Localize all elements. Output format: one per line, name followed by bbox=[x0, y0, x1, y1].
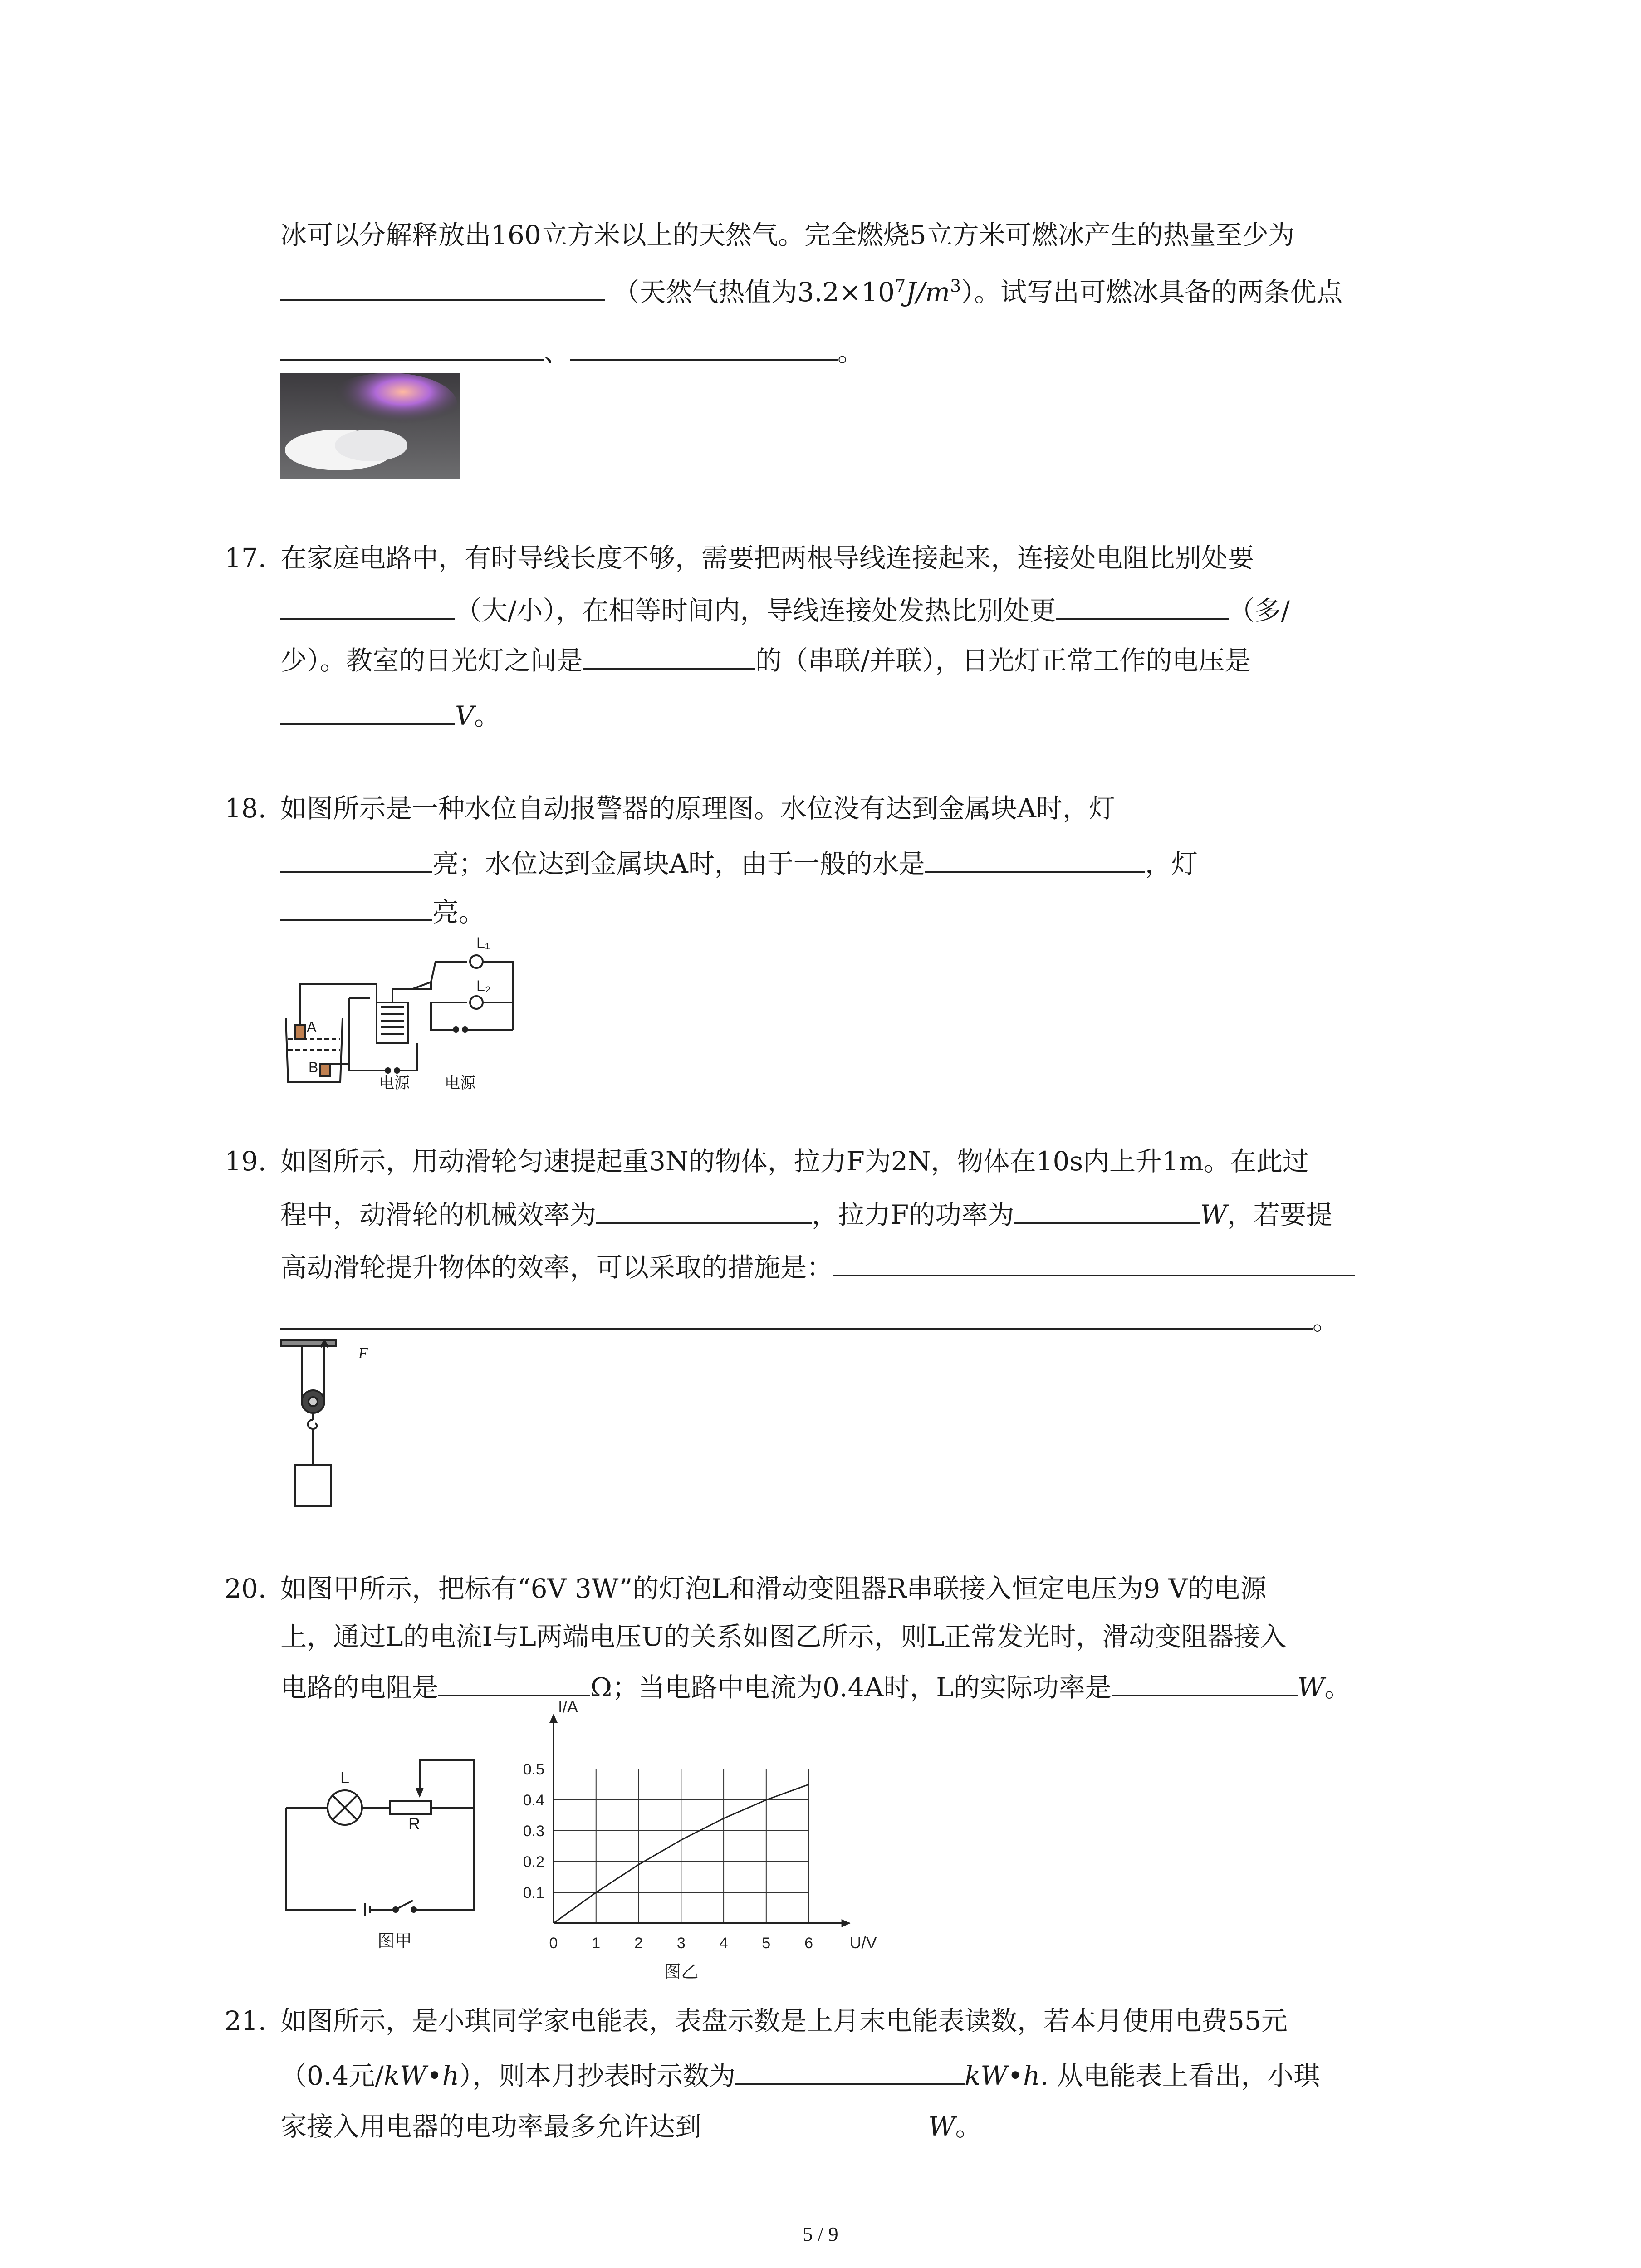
page-number: 5 / 9 bbox=[803, 2223, 838, 2245]
q18-line1: 如图所示是一种水位自动报警器的原理图。水位没有达到金属块A时，灯 bbox=[280, 793, 1115, 824]
q19-line4: 。 bbox=[280, 1300, 1339, 1339]
q18-blank-lamp1[interactable] bbox=[280, 843, 432, 873]
combustible-ice-photo bbox=[280, 373, 460, 479]
q21-number: 21. bbox=[225, 2005, 267, 2036]
y-tick-label: 0.1 bbox=[523, 1884, 544, 1901]
y-axis-arrow bbox=[549, 1714, 558, 1723]
fig18-label-power1: 电源 bbox=[379, 1075, 410, 1092]
q21-blank-reading[interactable] bbox=[735, 2055, 965, 2085]
fig18-label-b: B bbox=[309, 1059, 318, 1075]
x-tick-label: 5 bbox=[762, 1935, 771, 1952]
q18-number: 18. bbox=[225, 793, 267, 824]
x-tick-label: 6 bbox=[804, 1935, 813, 1952]
fig18-label-l2: L₂ bbox=[476, 978, 491, 995]
iu-graph-figure bbox=[504, 1696, 912, 1982]
q17-blank-heat[interactable] bbox=[1056, 590, 1229, 620]
q16-blank-heat[interactable] bbox=[280, 271, 605, 301]
q19-line2: 程中，动滑轮的机械效率为 ，拉力F的功率为 W，若要提 bbox=[280, 1194, 1332, 1233]
fig20-caption-jia: 图甲 bbox=[377, 1932, 412, 1951]
fig18-label-a: A bbox=[307, 1019, 317, 1035]
y-tick-label: 0.2 bbox=[523, 1853, 544, 1871]
q19-number: 19. bbox=[225, 1146, 267, 1177]
fig19-label-f: F bbox=[358, 1345, 368, 1362]
q19-line3: 高动滑轮提升物体的效率，可以采取的措施是： bbox=[280, 1246, 1355, 1286]
pulley-figure bbox=[279, 1338, 383, 1520]
q17-number: 17. bbox=[225, 543, 267, 573]
q18-blank-lamp2[interactable] bbox=[280, 891, 432, 921]
x-tick-label: 1 bbox=[592, 1935, 601, 1952]
q20-number: 20. bbox=[225, 1573, 267, 1604]
q17-blank-resistance[interactable] bbox=[280, 590, 455, 620]
q21-line2: （0.4元/kW•h），则本月抄表时示数为 kW•h. 从电能表上看出，小琪 bbox=[280, 2055, 1320, 2094]
x-axis-arrow bbox=[842, 1919, 851, 1927]
q21-line3: 家接入用电器的电功率最多允许达到 W。 bbox=[280, 2106, 982, 2145]
q19-blank-measure-a[interactable] bbox=[833, 1246, 1355, 1276]
q20-line3: 电路的电阻是 Ω；当电路中电流为0.4A时，L的实际功率是 W。 bbox=[280, 1667, 1351, 1706]
q21-line1: 如图所示，是小琪同学家电能表，表盘示数是上月末电能表读数，若本月使用电费55元 bbox=[280, 2005, 1288, 2036]
q19-line1: 如图所示，用动滑轮匀速提起重3N的物体，拉力F为2N，物体在10s内上升1m。在此过 bbox=[280, 1146, 1309, 1177]
fig20-label-l: L bbox=[340, 1768, 350, 1787]
fig18-label-l1: L₁ bbox=[476, 934, 490, 952]
q17-line3: 少）。教室的日光灯之间是 的（串联/并联），日光灯正常工作的电压是 bbox=[280, 640, 1251, 679]
q16-line3: 、 。 bbox=[280, 331, 864, 370]
water-alarm-circuit-figure bbox=[277, 934, 558, 1092]
x-tick-label: 2 bbox=[634, 1935, 643, 1952]
q20-blank-power[interactable] bbox=[1112, 1667, 1298, 1696]
q16-blank-adv2[interactable] bbox=[570, 331, 838, 361]
q18-blank-conductor[interactable] bbox=[925, 843, 1145, 873]
y-axis-label: I/A bbox=[558, 1697, 578, 1716]
q18-line2: 亮；水位达到金属块A时，由于一般的水是 ，灯 bbox=[280, 843, 1198, 882]
q20-blank-resistance[interactable] bbox=[438, 1667, 590, 1696]
q16-line2: （天然气热值为$3.2\times 10^7J/m^3$）。试写出可燃冰具备的两条优点 bbox=[280, 271, 1342, 310]
iu-chart-svg bbox=[504, 1696, 912, 1982]
y-tick-label: 0.4 bbox=[523, 1792, 544, 1809]
q20-line1: 如图甲所示，把标有“6V 3W”的灯泡L和滑动变阻器R串联接入恒定电压为9 V的电源 bbox=[280, 1573, 1267, 1604]
x-tick-label: 4 bbox=[719, 1935, 728, 1952]
fig20-label-r: R bbox=[408, 1814, 420, 1833]
x-tick-label: 0 bbox=[549, 1935, 558, 1952]
y-tick-label: 0.5 bbox=[523, 1761, 544, 1778]
fig18-label-power2: 电源 bbox=[445, 1075, 475, 1092]
q19-blank-measure-b[interactable] bbox=[280, 1300, 1313, 1330]
q17-line4: V。 bbox=[280, 695, 500, 734]
x-tick-label: 3 bbox=[676, 1935, 686, 1952]
q17-blank-connection[interactable] bbox=[583, 640, 755, 670]
fig20-caption-yi: 图乙 bbox=[664, 1963, 699, 1982]
q19-blank-power[interactable] bbox=[1014, 1194, 1200, 1224]
q17-blank-voltage[interactable] bbox=[280, 695, 455, 725]
x-axis-label: U/V bbox=[849, 1933, 877, 1952]
lamp-rheostat-circuit-figure bbox=[277, 1746, 485, 1950]
q21-blank-max-power[interactable] bbox=[701, 2106, 928, 2136]
q17-line1: 在家庭电路中，有时导线长度不够，需要把两根导线连接起来，连接处电阻比别处要 bbox=[280, 543, 1254, 573]
q19-blank-efficiency[interactable] bbox=[596, 1194, 812, 1224]
q17-line2: （大/小），在相等时间内，导线连接处发热比别处更 （多/ bbox=[280, 590, 1290, 629]
y-tick-label: 0.3 bbox=[523, 1823, 544, 1840]
q18-line3: 亮。 bbox=[280, 891, 485, 930]
q16-line1: 冰可以分解释放出160立方米以上的天然气。完全燃烧5立方米可燃冰产生的热量至少为 bbox=[280, 220, 1295, 250]
q16-blank-adv1[interactable] bbox=[280, 331, 544, 361]
q20-line2: 上，通过L的电流I与L两端电压U的关系如图乙所示，则L正常发光时，滑动变阻器接入 bbox=[280, 1621, 1287, 1652]
